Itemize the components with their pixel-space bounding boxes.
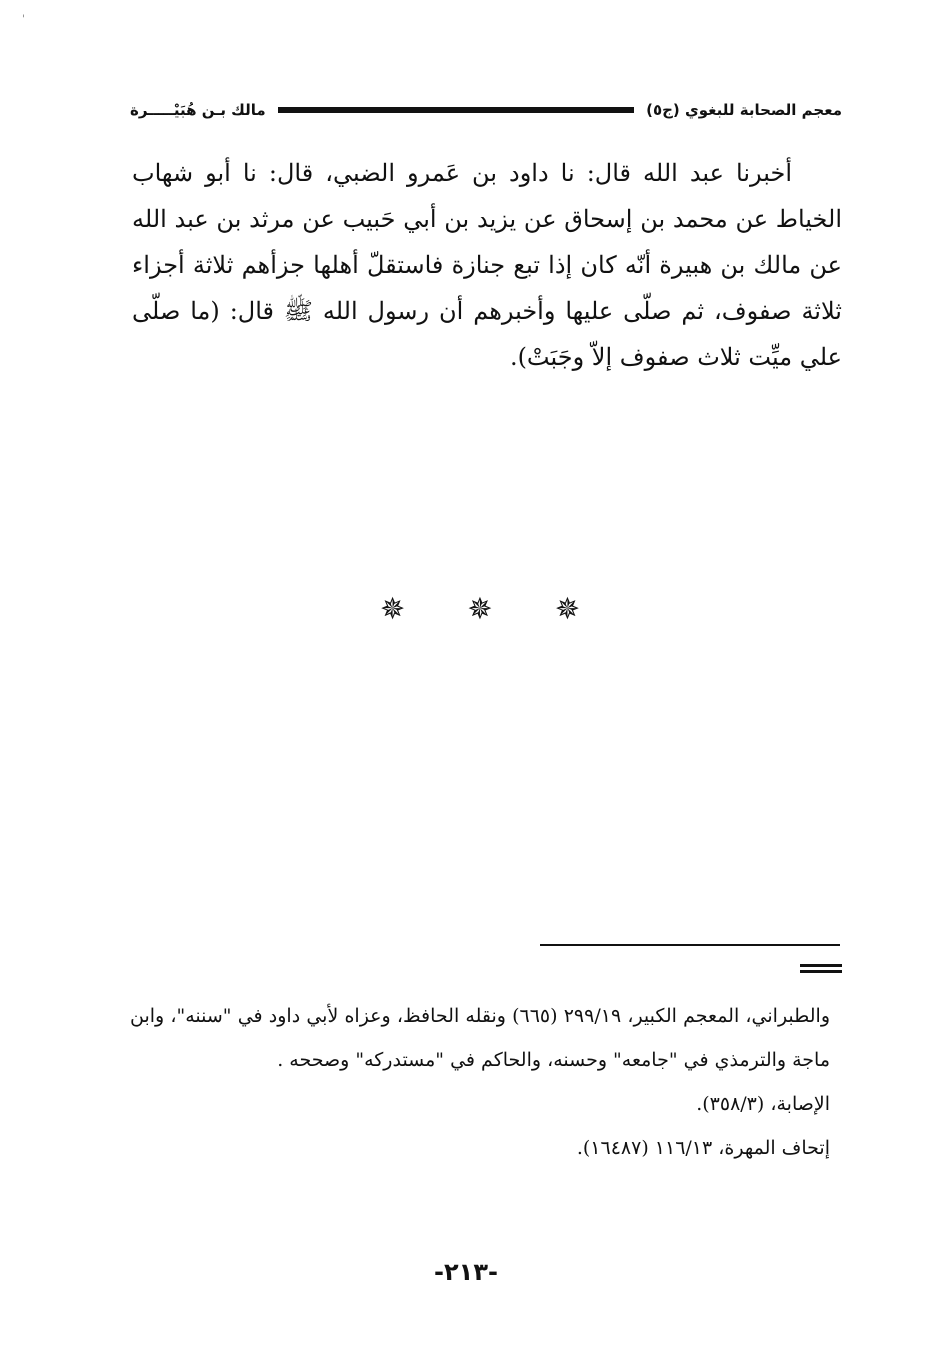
header-rule bbox=[278, 107, 634, 113]
footnote-line: والطبراني، المعجم الكبير، ٢٩٩/١٩ (٦٦٥) ونقله الحافظ، وعزاه لأبي داود في "سننه"، وابن ماجة والترمذي في "جامعه" وحسنه، والحاكم في "مستدركه" وصححه . bbox=[130, 1005, 830, 1071]
footnotes bbox=[130, 994, 830, 1170]
running-header bbox=[130, 97, 842, 123]
page-number: -٢١٣- bbox=[434, 1258, 498, 1286]
footnote-rule bbox=[540, 944, 840, 946]
corner-mark: ' bbox=[22, 14, 25, 25]
footnote-continuation-mark bbox=[800, 964, 842, 976]
entry-name: مالك بـن هُبَيْـــــرة bbox=[130, 101, 266, 119]
book-title: معجم الصحابة للبغوي (ج٥) bbox=[646, 101, 842, 119]
star-ornament-icon: ✵ bbox=[467, 592, 493, 627]
footnote-line: إتحاف المهرة، ١١٦/١٣ (١٦٤٨٧). bbox=[576, 1137, 830, 1159]
footnote-line: الإصابة، (٣٥٨/٣). bbox=[696, 1093, 830, 1115]
star-ornament-icon: ✵ bbox=[380, 592, 406, 627]
star-ornament-icon: ✵ bbox=[554, 592, 580, 627]
main-text bbox=[132, 150, 842, 380]
section-separator bbox=[380, 592, 580, 627]
hadith-paragraph: أخبرنا عبد الله قال: نا داود بن عَمرو الضبي، قال: نا أبو شهاب الخياط عن محمد بن إسحاق عن يزيد بن أبي حَبيب عن مرثد بن عبد الله عن مالك بن هبيرة أنّه كان إذا تبع جنازة فاستقلّ أهلها جزأهم ثلاثة أجزاء ثلاثة صفوف، ثم صلّى عليها وأخبرهم أن رسول الله ﷺ قال: (ما صلّى علي ميِّت ثلاث صفوف إلاّ وجَبَتْ). bbox=[132, 159, 842, 371]
